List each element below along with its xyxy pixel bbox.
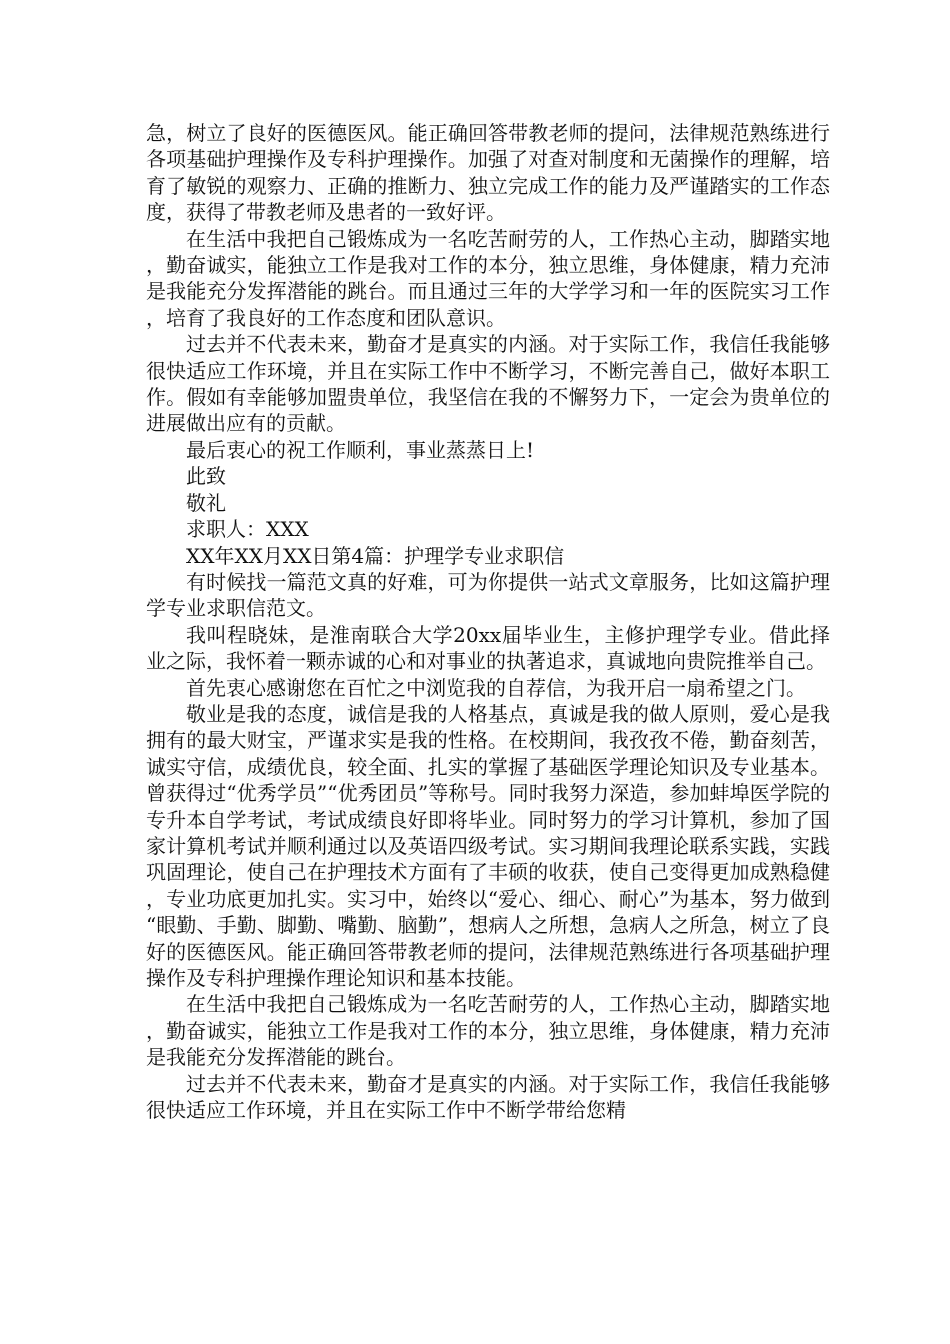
salutation-cizhi: 此致 (186, 464, 226, 489)
date-and-section-title: XX年XX月XX日第4篇：护理学专业求职信 (186, 543, 565, 568)
paragraph-2: 在生活中我把自己锻炼成为一名吃苦耐劳的人，工作热心主动，脚踏实地，勤奋诚实，能独立工作是我对工作的本分，独立思维，身体健康，精力充沛是我能充分发挥潜能的跳台。而且通过三年的大学学习和一年的医院实习工作，培育了我良好的工作态度和团队意识。 (146, 226, 830, 330)
paragraph-life: 在生活中我把自己锻炼成为一名吃苦耐劳的人，工作热心主动，脚踏实地，勤奋诚实，能独立工作是我对工作的本分，独立思维，身体健康，精力充沛是我能充分发挥潜能的跳台。 (146, 992, 830, 1070)
document-page (146, 120, 830, 1123)
paragraph-future: 过去并不代表未来，勤奋才是真实的内涵。对于实际工作，我信任我能够很快适应工作环境，并且在实际工作中不断学带给您精 (146, 1071, 830, 1123)
paragraph-intro: 有时候找一篇范文真的好难，可为你提供一站式文章服务，比如这篇护理学专业求职信范文。 (146, 569, 830, 621)
applicant-name: 求职人：XXX (186, 517, 309, 542)
paragraph-3: 过去并不代表未来，勤奋才是真实的内涵。对于实际工作，我信任我能够很快适应工作环境，并且在实际工作中不断学习，不断完善自己，做好本职工作。假如有幸能够加盟贵单位，我坚信在我的不懈努力下，一定会为贵单位的进展做出应有的贡献。 (146, 332, 830, 436)
closing-wish: 最后衷心的祝工作顺利，事业蒸蒸日上! (186, 437, 535, 462)
salutation-jingli: 敬礼 (186, 490, 226, 515)
paragraph-thanks: 首先衷心感谢您在百忙之中浏览我的自荐信，为我开启一扇希望之门。 (186, 675, 806, 700)
paragraph-self-intro: 我叫程晓妹，是淮南联合大学20xx届毕业生，主修护理学专业。借此择业之际，我怀着一颗赤诚的心和对事业的执著追求，真诚地向贵院推举自己。 (146, 622, 830, 674)
paragraph-1: 急，树立了良好的医德医风。能正确回答带教老师的提问，法律规范熟练进行各项基础护理操作及专科护理操作。加强了对查对制度和无菌操作的理解，培育了敏锐的观察力、正确的推断力、独立完成工作的能力及严谨踏实的工作态度，获得了带教老师及患者的一致好评。 (146, 121, 830, 225)
paragraph-attitude: 敬业是我的态度，诚信是我的人格基点，真诚是我的做人原则，爱心是我拥有的最大财宝，严谨求实是我的性格。在校期间，我孜孜不倦，勤奋刻苦，诚实守信，成绩优良，较全面、扎实的掌握了基础医学理论知识及专业基本。曾获得过“优秀学员”“优秀团员”等称号。同时我努力深造，参加蚌埠医学院的专升本自学考试，考试成绩良好即将毕业。同时努力的学习计算机，参加了国家计算机考试并顺利通过以及英语四级考试。实习期间我理论联系实践，实践巩固理论，使自己在护理技术方面有了丰硕的收获，使自己变得更加成熟稳健，专业功底更加扎实。实习中，始终以“爱心、细心、耐心”为基本，努力做到“眼勤、手勤、脚勤、嘴勤、脑勤”，想病人之所想，急病人之所急，树立了良好的医德医风。能正确回答带教老师的提问，法律规范熟练进行各项基础护理操作及专科护理操作理论知识和基本技能。 (146, 701, 830, 990)
